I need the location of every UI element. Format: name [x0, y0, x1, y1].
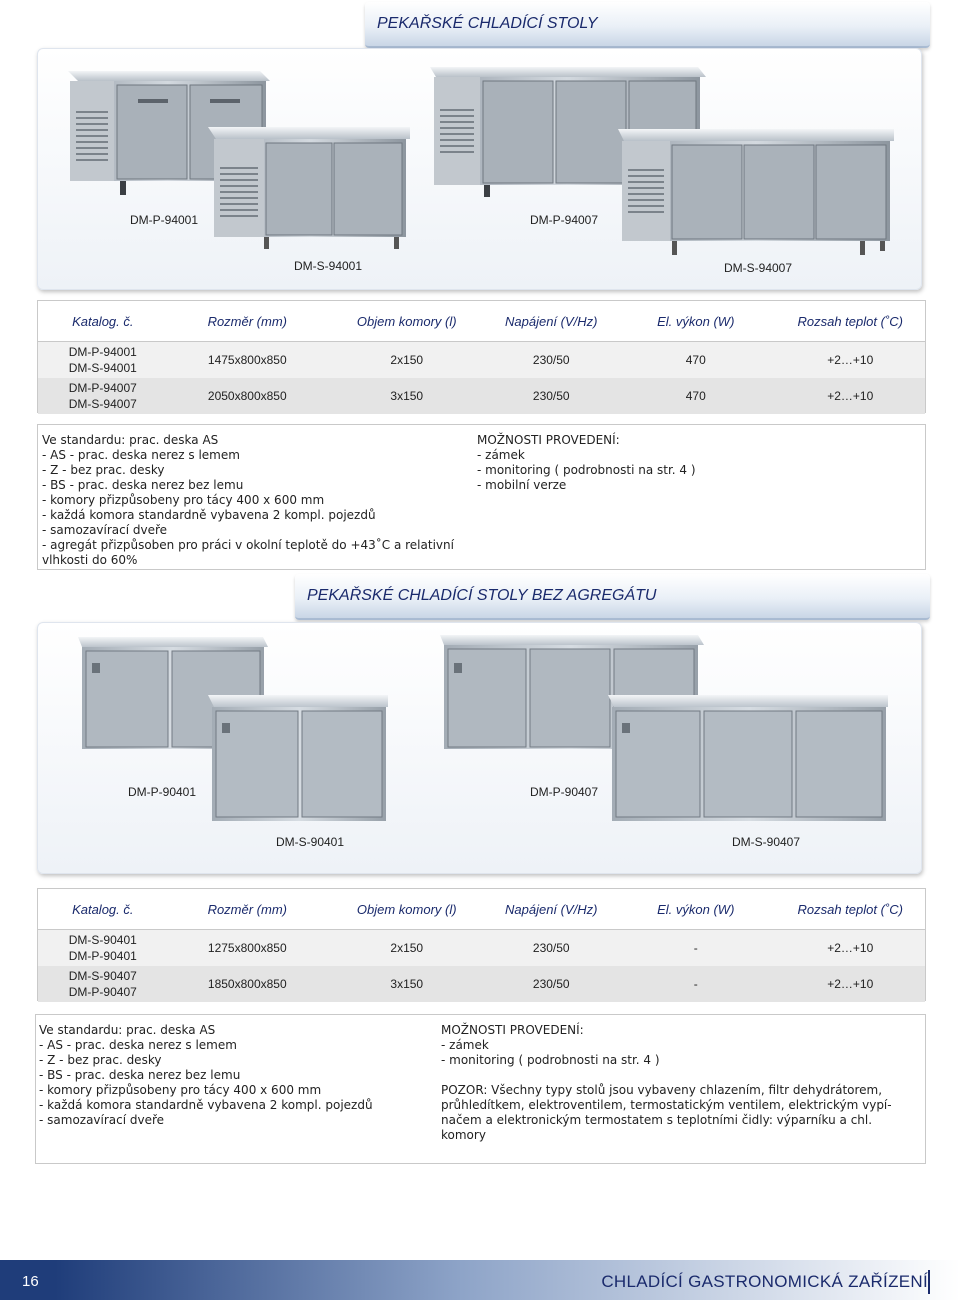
header-cell: Rozsah teplot (˚C) [797, 901, 903, 917]
standard-line: - agregát přizpůsoben pro práci v okolní teplotě do +43˚C a relativní [42, 538, 454, 552]
table-photo-dm-s-90407 [608, 695, 888, 821]
header-cell: Katalog. č. [72, 313, 134, 329]
catalog-cell [38, 380, 168, 412]
product-photos [38, 49, 921, 289]
spec-table-header [38, 889, 925, 930]
power-cell: 230/50 [532, 941, 570, 955]
page-footer [0, 1260, 960, 1300]
options-line: - monitoring ( podrobnosti na str. 4 ) [441, 1053, 660, 1067]
model-label: DM-S-90407 [732, 835, 801, 849]
standard-line: - komory přizpůsobeny pro tácy 400 x 600 mm [42, 493, 325, 507]
spec-table [37, 888, 926, 1001]
model-label: DM-P-90401 [128, 785, 197, 799]
notes-box [35, 1014, 926, 1164]
volume-cell: 2x150 [390, 353, 424, 367]
options-line: - mobilní verze [477, 478, 567, 492]
spec-table-header [38, 301, 925, 342]
catalog-number: DM-S-94007 [68, 397, 137, 411]
table-photo-dm-s-94007 [618, 129, 894, 255]
standard-line: vlhkosti do 60% [42, 553, 138, 567]
size-cell: 2050x800x850 [207, 389, 287, 403]
size-cell: 1275x800x850 [207, 941, 287, 955]
header-cell: Rozměr (mm) [207, 901, 287, 917]
product-photo-panel [37, 622, 922, 874]
table-photo-dm-s-90401 [208, 695, 388, 821]
catalog-number: DM-P-94007 [68, 381, 137, 395]
volume-cell: 2x150 [390, 941, 424, 955]
footer-divider [928, 1270, 930, 1294]
catalog-cell [38, 968, 168, 1000]
table-photo-dm-s-94001 [208, 127, 410, 249]
catalog-number: DM-P-90407 [68, 985, 137, 999]
header-cell: Rozsah teplot (˚C) [797, 313, 903, 329]
catalog-number: DM-P-90401 [68, 949, 137, 963]
standard-line: - Z - bez prac. desky [39, 1053, 162, 1067]
standard-line: - komory přizpůsobeny pro tácy 400 x 600 mm [39, 1083, 322, 1097]
standard-line: Ve standardu: prac. deska AS [42, 433, 219, 447]
temp-range-cell: +2…+10 [827, 353, 874, 367]
header-cell: Napájení (V/Hz) [505, 313, 598, 329]
header-cell: Objem komory (l) [356, 313, 457, 329]
page-number: 16 [22, 1273, 39, 1290]
volume-cell: 3x150 [390, 389, 424, 403]
temp-range-cell: +2…+10 [827, 941, 874, 955]
wattage-cell: - [693, 941, 698, 955]
standard-list [39, 1023, 373, 1128]
model-label: DM-S-94007 [724, 261, 793, 275]
notes-box [37, 424, 926, 570]
standard-line: - AS - prac. deska nerez s lemem [39, 1038, 237, 1052]
size-cell: 1850x800x850 [207, 977, 287, 991]
model-label: DM-P-94007 [530, 213, 599, 227]
volume-cell: 3x150 [390, 977, 424, 991]
header-cell: Rozměr (mm) [207, 313, 287, 329]
size-cell: 1475x800x850 [207, 353, 287, 367]
catalog-number: DM-S-90401 [68, 933, 137, 947]
warning-line: načem a elektronickým termostatem s teplotními čidly: výparníku a chl. [441, 1113, 873, 1127]
power-cell: 230/50 [532, 353, 570, 367]
options-line: - zámek [441, 1038, 489, 1052]
model-label: DM-P-94001 [130, 213, 199, 227]
table-row [38, 378, 925, 414]
table-row [38, 930, 925, 966]
options-line: MOŽNOSTI PROVEDENÍ: [441, 1023, 584, 1037]
power-cell: 230/50 [532, 977, 570, 991]
header-cell: El. výkon (W) [657, 901, 735, 917]
model-label: DM-P-90407 [530, 785, 599, 799]
standard-line: - samozavírací dveře [39, 1113, 165, 1127]
section-title-banner [295, 574, 930, 620]
warning-note [441, 1083, 892, 1143]
temp-range-cell: +2…+10 [827, 389, 874, 403]
header-cell: El. výkon (W) [657, 313, 735, 329]
table-row [38, 966, 925, 1002]
options-line: MOŽNOSTI PROVEDENÍ: [477, 433, 620, 447]
standard-line: - každá komora standardně vybavena 2 kompl. pojezdů [39, 1098, 373, 1112]
temp-range-cell: +2…+10 [827, 977, 874, 991]
section-title-banner [365, 2, 930, 48]
catalog-cell [38, 932, 168, 964]
standard-line: Ve standardu: prac. deska AS [39, 1023, 216, 1037]
catalog-number: DM-S-94001 [68, 361, 137, 375]
standard-list [42, 433, 454, 568]
wattage-cell: 470 [685, 389, 706, 403]
model-label: DM-S-94001 [294, 259, 363, 273]
options-list [441, 1023, 660, 1068]
warning-line: průhledítkem, elektroventilem, termostatickým ventilem, elektrickým vypí- [441, 1098, 892, 1112]
catalog-number: DM-S-90407 [68, 969, 137, 983]
wattage-cell: - [693, 977, 698, 991]
standard-line: - BS - prac. deska nerez bez lemu [39, 1068, 241, 1082]
warning-line: komory [441, 1128, 486, 1142]
header-cell: Objem komory (l) [356, 901, 457, 917]
standard-line: - samozavírací dveře [42, 523, 168, 537]
power-cell: 230/50 [532, 389, 570, 403]
product-photo-panel [37, 48, 922, 290]
section-title: PEKAŘSKÉ CHLADÍCÍ STOLY BEZ AGREGÁTU [307, 587, 657, 604]
catalog-cell [38, 344, 168, 376]
options-line: - zámek [477, 448, 525, 462]
spec-table [37, 300, 926, 413]
section-title: PEKAŘSKÉ CHLADÍCÍ STOLY [377, 15, 598, 32]
model-label: DM-S-90401 [276, 835, 345, 849]
table-row [38, 342, 925, 378]
wattage-cell: 470 [685, 353, 706, 367]
standard-line: - AS - prac. deska nerez s lemem [42, 448, 240, 462]
standard-line: - BS - prac. deska nerez bez lemu [42, 478, 244, 492]
footer-title: CHLADÍCÍ GASTRONOMICKÁ ZAŘÍZENÍ [601, 1272, 928, 1291]
warning-line: POZOR: Všechny typy stolů jsou vybaveny chlazením, filtr dehydrátorem, [441, 1083, 883, 1097]
options-line: - monitoring ( podrobnosti na str. 4 ) [477, 463, 696, 477]
standard-line: - každá komora standardně vybavena 2 kompl. pojezdů [42, 508, 376, 522]
header-cell: Katalog. č. [72, 901, 134, 917]
standard-line: - Z - bez prac. desky [42, 463, 165, 477]
header-cell: Napájení (V/Hz) [505, 901, 598, 917]
options-list [477, 433, 696, 493]
catalog-number: DM-P-94001 [68, 345, 137, 359]
